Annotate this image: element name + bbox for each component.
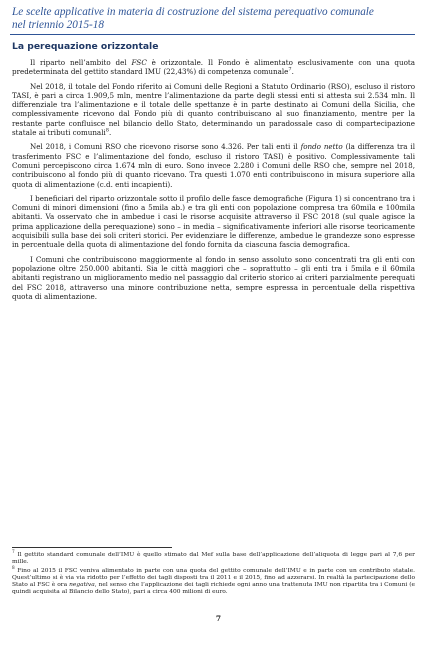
paragraph-1 — [10, 58, 415, 77]
paragraph-2 — [10, 82, 415, 138]
paragraph-3-emphasis: fondo netto — [300, 142, 343, 152]
paragraph-2-text-b: . — [108, 128, 112, 138]
footnote-8 — [12, 564, 416, 597]
footnote-7-number: 7 — [12, 549, 15, 555]
footnote-7-text: Il gettito standard comunale dell’IMU è quello stimato dal Mef sulla base dell’applicazione dell’aliquota di legge pari al 7,6 per mille. — [12, 552, 415, 566]
body-text — [10, 58, 415, 301]
footnote-8-text-a: Fino al 2015 il FSC veniva alimentato in parte con una quota del gettito comunale dell’IMU e in parte con un contributo statale. Quest’ultimo si è via via ridotto per l’effetto dei tagli disposti tra il 2011 e il 2015, fino ad azzerarsi. In realtà la partecipazione dello Stato al FSC è ora — [12, 567, 415, 589]
footnote-8-number: 8 — [12, 564, 15, 570]
paragraph-1-emphasis: FSC — [131, 58, 147, 67]
running-header — [10, 6, 415, 31]
paragraph-1-text-b: è orizzontale. Il Fondo è alimentato esclusivamente con una quota predeterminata del gettito standard IMU (22,43%) di competenza comunale — [12, 58, 415, 77]
paragraph-1-text-a: Il riparto nell’ambito del — [30, 58, 132, 67]
paragraph-5: I Comuni che contribuiscono maggiormente al fondo in senso assoluto sono concentrati tra gli enti con popolazione oltre 250.000 abitanti. Sia le città maggiori che – soprattutto – gli enti tra i 5mila e il 60mila abitanti registrano un miglioramento medio nel passaggio dal criterio storico ai criteri parzialmente perequati del FSC 2018, attraverso una minore contribuzione netta, sempre espressa in percentuale della rispettiva quota di alimentazione. — [12, 254, 415, 301]
paragraph-3-text-b: (la differenza tra il trasferimento FSC e l’alimentazione del fondo, escluso il ristoro TASI) è positivo. Complessivamente tali Comuni percepiscono circa 1.674 mln di euro. Sono invece 2.280 i Comuni delle RSO che, sempre nel 2018, contribuiscono al fondo più di quanto ricevano. Tra questi 1.070 enti contribuiscono in misura superiore alla quota di alimentazione (c.d. enti incapienti). — [12, 142, 415, 189]
paragraph-3-text-a: Nel 2018, i Comuni RSO che ricevono risorse sono 4.326. Per tali enti il — [30, 142, 301, 152]
page-number: 7 — [215, 614, 222, 623]
paragraph-3 — [10, 142, 415, 188]
footnotes — [10, 547, 415, 598]
footnote-ref-7[interactable]: 7 — [288, 66, 292, 73]
paragraph-1-text-c: . — [291, 67, 294, 77]
paragraph-2-text-a: Nel 2018, il totale del Fondo riferito ai Comuni delle Regioni a Statuto Ordinario (RSO), escluso il ristoro TASI, è pari a circa 1.909,5 mln, mentre l’alimentazione da parte degli stessi enti si attesta sui 2.534 mln. Il differenziale tra l’alimentazione e il totale delle spettanze è in parte destinato ai Comuni della Sicilia, che complessivamente ricevono dal Fondo più di quanto contribuiscano al suo finanziamento, mentre per la restante parte confluisce nel bilancio dello Stato, determinando un paradossale caso di compartecipazione statale ai tributi comunali — [12, 81, 415, 138]
footnote-7 — [12, 549, 415, 567]
running-header-line-1: Le scelte applicative in materia di costruzione del sistema perequativo comunale — [12, 6, 374, 18]
section-title: La perequazione orizzontale — [12, 41, 159, 52]
footnote-8-text-b: , nel senso che l’applicazione dei tagli richiede ogni anno una trattenuta IMU non ripartita tra i Comuni (e quindi acquisita al Bilancio dello Stato), pari a circa 400 milioni di euro. — [12, 582, 416, 596]
footnote-8-emphasis: negativa — [69, 582, 95, 589]
header-rule — [10, 34, 415, 35]
paragraph-4: I beneficiari del riparto orizzontale sotto il profilo delle fasce demografiche (Figura 1) si concentrano tra i Comuni di minori dimensioni (fino a 5mila ab.) e tra gli enti con popolazione compresa tra 60mila e 100mila abitanti. Va osservato che in ambedue i casi le risorse acquisite attraverso il FSC 2018 (sul quale agisce la prima applicazione della perequazione) sono – in media – significativamente inferiori alle risorse teoricamente acquisibili sulla base dei soli criteri storici. Per evidenziare le differenze, ambedue le grandezze sono espresse in percentuale della quota di alimentazione del fondo fornita da ciascuna fascia demografica. — [12, 193, 415, 250]
running-header-line-2: nel triennio 2015-18 — [12, 18, 104, 31]
footnote-rule — [12, 547, 172, 548]
footnote-ref-8[interactable]: 8 — [105, 127, 109, 134]
